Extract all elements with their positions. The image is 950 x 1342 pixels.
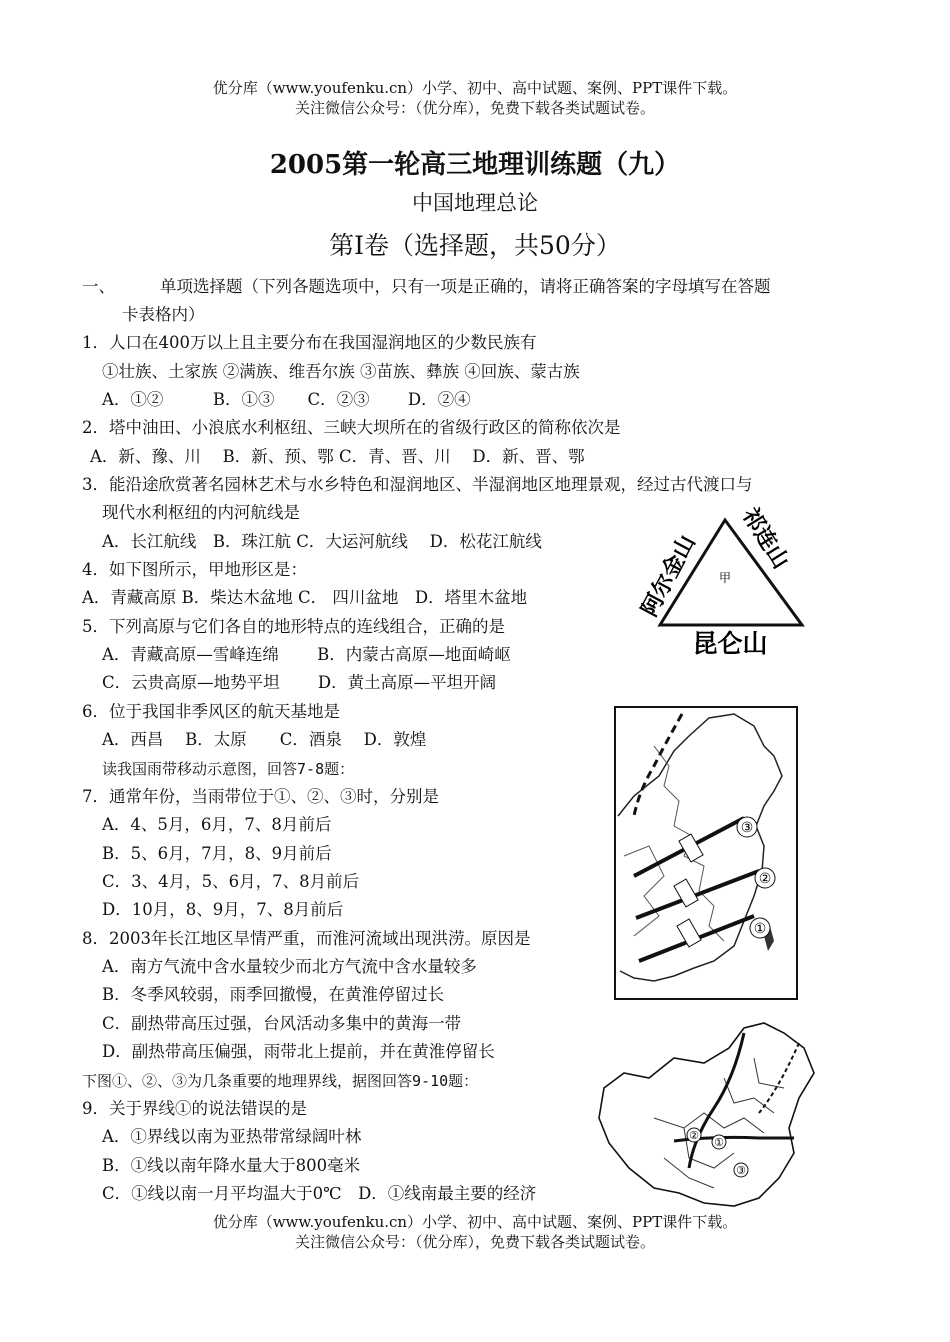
question-8: 8．2003年长江地区旱情严重，而淮河流域出现洪涝。原因是 [82,929,531,948]
q8-option-a: A．南方气流中含水量较少而北方气流中含水量较多 [102,957,477,976]
marker-1: ① [753,921,767,937]
q7-option-c: C．3、4月，5、6月，7、8月前后 [102,872,360,891]
section-instruction-cont: 卡表格内） [122,305,205,324]
question-4: 4．如下图所示，甲地形区是： [82,560,307,579]
label-qilian-mountains: 祁连山 [736,503,794,574]
question-2: 2．塔中油田、小浪底水利枢纽、三峡大坝所在的省级行政区的简称依次是 [82,418,621,437]
q6-options: A．西昌 B．太原 C．酒泉 D．敦煌 [102,730,427,749]
q1-items: ①壮族、土家族 ②满族、维吾尔族 ③苗族、彝族 ④回族、蒙古族 [102,362,580,381]
rainbelt-instruction: 读我国雨带移动示意图，回答7-8题： [102,760,355,778]
footer-line-2: 关注微信公众号：（优分库），免费下载各类试题试卷。 [294,1233,655,1251]
header-line-1: 优分库（www.youfenku.cn）小学、初中、高中试题、案例、PPT课件下载。 [212,79,738,97]
question-1: 1．人口在400万以上且主要分布在我国湿润地区的少数民族有 [82,333,537,352]
q9-option-a: A．①界线以南为亚热带常绿阔叶林 [102,1127,362,1146]
q3-options: A．长江航线 B．珠江航 C．大运河航线 D．松花江航线 [102,532,542,551]
question-3: 3．能沿途欣赏著名园林艺术与水乡特色和湿润地区、半湿润地区地理景观，经过古代渡口与 [82,475,753,494]
label-jia: 甲 [718,571,732,585]
marker-3: ③ [740,820,754,836]
q8-option-b: B．冬季风较弱，雨季回撤慢，在黄淮停留过长 [102,985,445,1004]
q7-option-a: A．4、5月，6月，7、8月前后 [102,815,332,834]
header-line-2: 关注微信公众号：（优分库），免费下载各类试题试卷。 [294,99,655,117]
q8-option-d: D．副热带高压偏强，雨带北上提前，并在黄淮停留长 [102,1042,495,1061]
mountain-triangle-figure [630,500,820,660]
marker-2: ② [758,871,772,887]
q1-options: A．①② B．①③ C．②③ D．②④ [102,390,471,409]
boundary-instruction: 下图①、②、③为几条重要的地理界线，据图回答9-10题： [82,1072,479,1090]
part-title: 第I卷（选择题，共50分） [329,231,621,260]
q2-options: A．新、豫、川 B．新、预、鄂 C．青、晋、川 D．新、晋、鄂 [90,447,585,466]
question-3-cont: 现代水利枢纽的内河航线是 [102,503,300,522]
section-instruction: 单项选择题（下列各题选项中，只有一项是正确的，请将正确答案的字母填写在答题 [160,277,771,296]
q9-option-cd: C．①线以南一月平均温大于0℃ D．①线南最主要的经济 [102,1184,537,1203]
section-number: 一、 [82,277,115,296]
q8-option-c: C．副热带高压过强，台风活动多集中的黄海一带 [102,1014,462,1033]
question-6: 6．位于我国非季风区的航天基地是 [82,702,340,721]
q5-options-cd: C．云贵高原—地势平坦 D．黄土高原—平坦开阔 [102,673,497,692]
label-altun-mountains: 阿尔金山 [637,531,701,621]
boundary-marker-3: ③ [736,1164,746,1177]
q9-option-b: B．①线以南年降水量大于800毫米 [102,1156,361,1175]
boundary-marker-1: ① [714,1136,724,1149]
q7-option-d: D．10月，8、9月，7、8月前后 [102,900,344,919]
label-kunlun-mountains: 昆仑山 [692,629,768,658]
question-9: 9．关于界线①的说法错误的是 [82,1099,307,1118]
rainbelt-map-figure [614,706,798,1000]
q7-option-b: B．5、6月，7月，8、9月前后 [102,844,332,863]
question-5: 5．下列高原与它们各自的地形特点的连线组合，正确的是 [82,617,505,636]
boundary-marker-2: ② [689,1129,699,1142]
q4-options: A．青藏高原 B．柴达木盆地 C． 四川盆地 D．塔里木盆地 [82,588,528,607]
q5-options-ab: A．青藏高原—雪峰连绵 B．内蒙古高原—地面崎岖 [102,645,511,664]
footer-line-1: 优分库（www.youfenku.cn）小学、初中、高中试题、案例、PPT课件下载。 [0,1212,950,1232]
page-title: 2005第一轮高三地理训练题（九） [269,150,681,180]
boundary-map-figure [594,1018,820,1208]
question-7: 7．通常年份，当雨带位于①、②、③时，分别是 [82,787,439,806]
page-subtitle: 中国地理总论 [412,191,538,215]
